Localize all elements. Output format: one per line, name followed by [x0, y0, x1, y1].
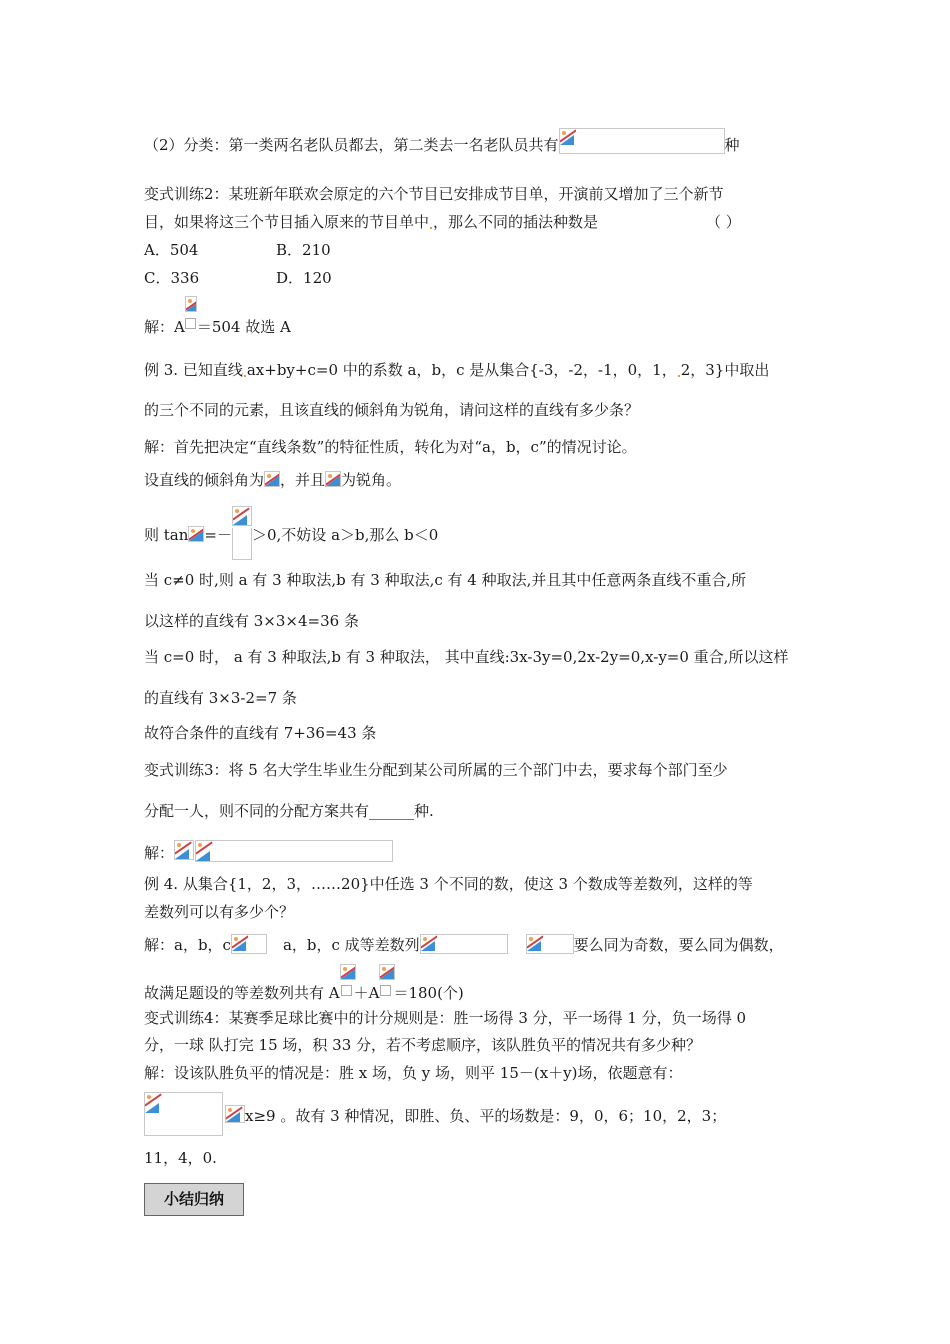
line-solution-variant4: 解：设该队胜负平的情况是：胜 x 场，负 y 场，则平 15－(x＋y)场，依题意有：: [144, 1064, 683, 1082]
text: ＋A: [353, 984, 380, 1002]
line-variant3: 变式训练3：将 5 名大学生毕业生分配到某公司所属的三个部门中去，要求每个部门至少: [144, 761, 728, 779]
broken-image-icon: [188, 526, 204, 542]
text: 种: [724, 136, 740, 154]
broken-image-icon: [264, 471, 280, 487]
answer-paren: （ ）: [706, 213, 741, 231]
text: 例 3. 已知直线: [144, 361, 243, 379]
broken-image-icon: [196, 841, 216, 861]
broken-image-icon: [325, 471, 341, 487]
text: （2）分类：第一类两名老队员都去，第二类去一名老队员共有: [144, 136, 559, 154]
options-row-2: [144, 268, 332, 288]
line-solution-4: [144, 934, 784, 955]
text: 设直线的倾斜角为: [144, 471, 265, 489]
text: 故满足题设的等差数列共有 A: [144, 984, 340, 1002]
text: 则 tan: [144, 526, 189, 544]
broken-image-icon: [527, 935, 543, 951]
line-tan: [144, 522, 438, 545]
text: ＝504 故选 A: [196, 318, 291, 336]
text: 解：A: [144, 318, 185, 336]
summary-heading-box: 小结归纳: [144, 1183, 244, 1216]
text: ax+by+c=0 中的系数 a，b，c 是从集合{-3，-2，-1，0，1，: [246, 361, 677, 379]
line-result: [225, 1105, 726, 1126]
line-variant2: 变式训练2：某班新年联欢会原定的六个节目已安排成节目单，开演前又增加了三个新节: [144, 185, 724, 203]
line-variant2-cont: [144, 212, 741, 232]
formula-image-box: [526, 934, 574, 954]
line-classification: [144, 128, 740, 155]
option-b: B．210: [276, 241, 331, 259]
text: ，那么不同的插法种数是: [433, 213, 599, 231]
line-example4-cont: 差数列可以有多少个？: [144, 903, 295, 921]
formula-image-box: [231, 934, 267, 954]
line-variant4: 变式训练4：某赛季足球比赛中的计分规则是：胜一场得 3 分，平一场得 1 分，负一场得 0: [144, 1009, 747, 1027]
text: ＝180(个): [393, 984, 464, 1002]
line-solution-3: 解：首先把决定“直线条数”的特征性质，转化为对“a，b，c”的情况讨论。: [144, 438, 637, 456]
line-case-c-nonzero: 当 c≠0 时,则 a 有 3 种取法,b 有 3 种取法,c 有 4 种取法,并且其中任意两条直线不重合,所: [144, 571, 747, 589]
line-example4: 例 4. 从集合{1，2，3，……20}中任选 3 个不同的数，使这 3 个数成等差数列，这样的等: [144, 875, 753, 893]
line-variant4-cont: 分，一球 队打完 15 场，积 33 分，若不考虑顺序，该队胜负平的情况共有多少种？: [144, 1036, 702, 1054]
text: =－: [204, 526, 232, 544]
line-result-cont: 11，4，0.: [144, 1149, 217, 1167]
line-total: 故符合条件的直线有 7+36=43 条: [144, 724, 377, 742]
text: 要么同为奇数，要么同为偶数，: [573, 936, 784, 954]
text: 为锐角。: [341, 471, 402, 489]
option-d: D．120: [276, 269, 332, 287]
text: 解：: [144, 844, 175, 862]
broken-image-icon: [379, 964, 395, 980]
line-count: [144, 980, 464, 1003]
formula-image-box: [559, 128, 725, 154]
text: ＞0,不妨设 a＞b,那么 b＜0: [251, 526, 439, 544]
formula-image-box: [420, 934, 508, 954]
line-angle: [144, 470, 401, 490]
line-case-c-zero: 当 c=0 时， a 有 3 种取法,b 有 3 种取法， 其中直线:3x-3y=0,2x-2y=0,x-y=0 重合,所以这样: [144, 648, 789, 666]
line-variant3-cont: 分配一人，则不同的分配方案共有______种.: [144, 802, 434, 820]
text: a，b，c 成等差数列: [282, 936, 420, 954]
line-case-c-nonzero-cont: 以这样的直线有 3×3×4=36 条: [144, 612, 359, 630]
broken-image-icon: [421, 935, 437, 951]
broken-image-icon: [225, 1105, 245, 1123]
broken-image-icon: [145, 1093, 165, 1113]
text: 2，3}中取出: [680, 361, 770, 379]
text: 目，如果将这三个节目插入原来的节目单中: [144, 213, 430, 231]
broken-image-icon: [340, 964, 356, 980]
line-solution-2: [144, 312, 291, 337]
line-case-c-zero-cont: 的直线有 3×3-2=7 条: [144, 689, 297, 707]
text: x≥9 。故有 3 种情况，即胜、负、平的场数是：9，0，6；10，2，3；: [245, 1107, 727, 1125]
formula-image-box: [195, 840, 393, 862]
text: 解：a，b，c: [144, 936, 231, 954]
option-a: A．504: [144, 241, 199, 259]
broken-image-icon: [232, 935, 248, 951]
broken-image-icon: [560, 129, 576, 145]
broken-image-icon: [232, 506, 252, 526]
line-solution-variant3: [144, 840, 393, 863]
line-example3-cont: 的三个不同的元素，且该直线的倾斜角为锐角，请问这样的直线有多少条？: [144, 401, 640, 419]
options-row-1: [144, 240, 331, 260]
broken-image-icon: [185, 296, 197, 312]
formula-image-box: [144, 1092, 223, 1136]
line-example3: [144, 360, 769, 380]
option-c: C．336: [144, 269, 200, 287]
broken-image-icon: [174, 840, 194, 860]
text: ，并且: [280, 471, 326, 489]
